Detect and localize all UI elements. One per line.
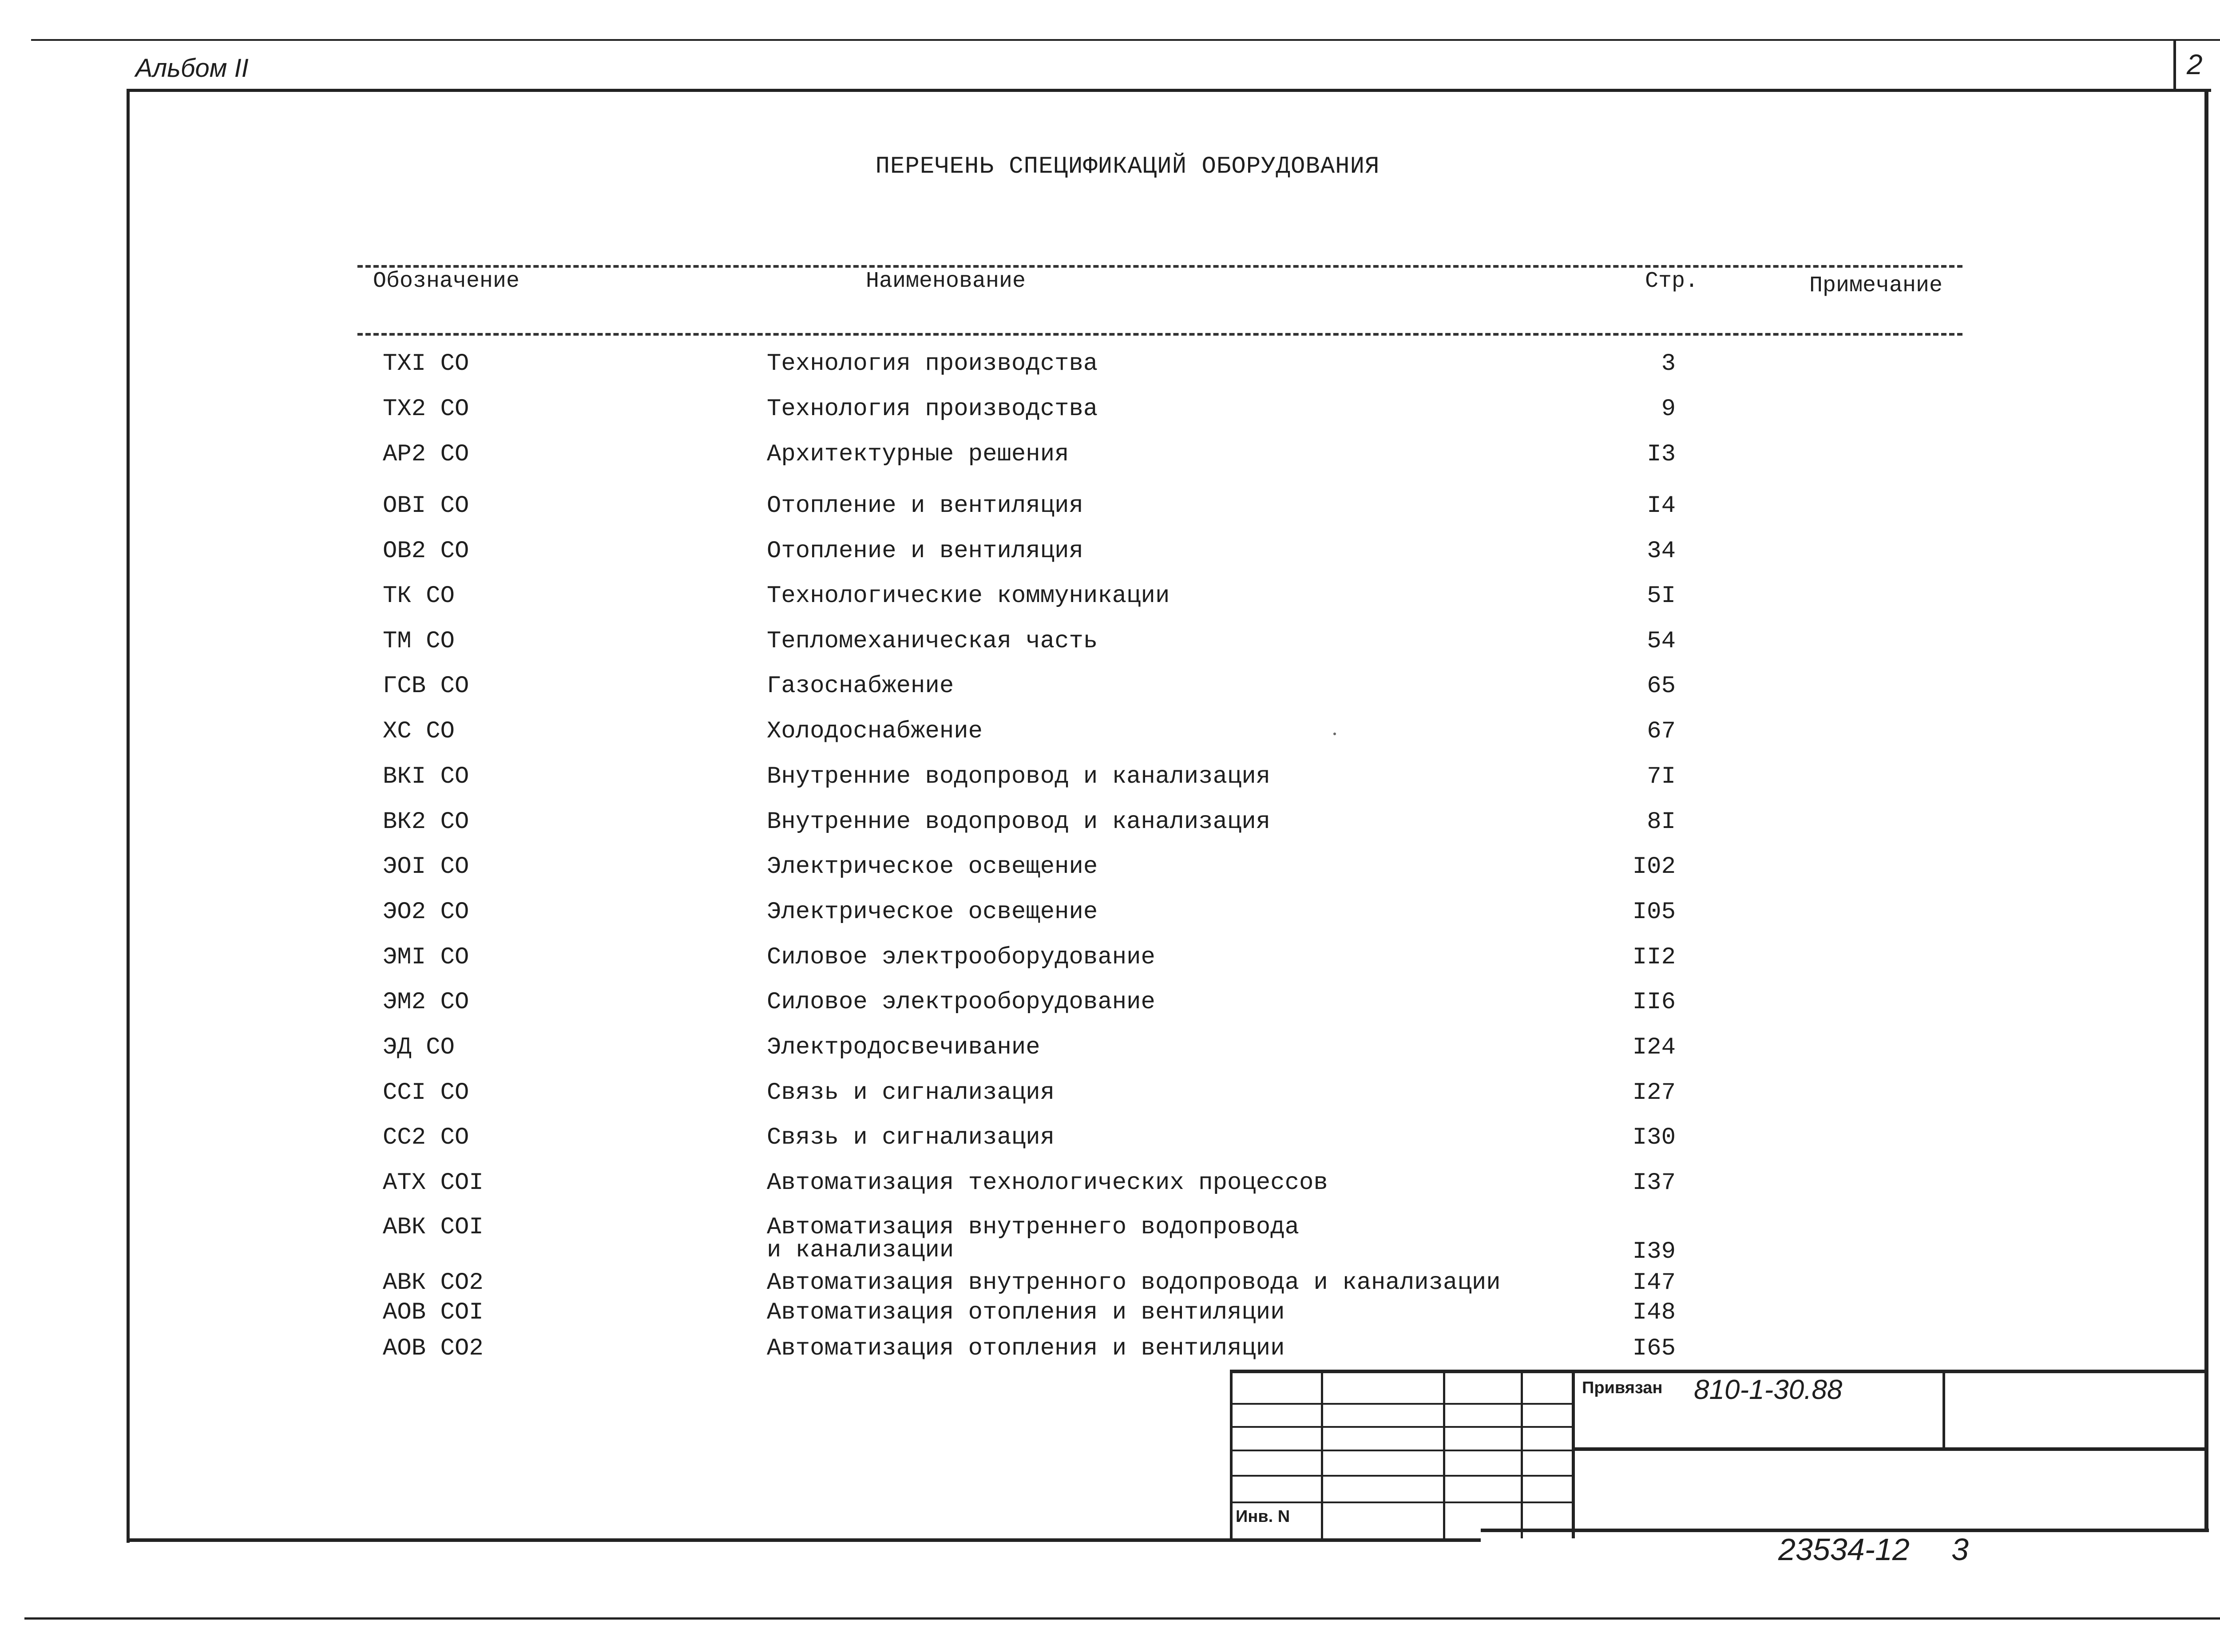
row-name: Силовое электрооборудование [767, 989, 1155, 1016]
stamp-row2 [1230, 1426, 1574, 1428]
row-name: Автоматизация отопления и вентиляции [767, 1335, 1285, 1362]
row-name: Автоматизация технологических процессов [767, 1169, 1328, 1196]
row-name: Электрическое освещение [767, 899, 1098, 926]
table-row [0, 1170, 2220, 1196]
column-header-name: Наименование [866, 269, 1026, 294]
stamp-row1 [1230, 1403, 1574, 1405]
privyazan-label: Привязан [1582, 1379, 1663, 1397]
row-page: I39 [1632, 1238, 1676, 1265]
table-row [0, 764, 2220, 790]
table-row [0, 1335, 2220, 1362]
table-row [0, 1270, 2220, 1296]
table-row [0, 351, 2220, 377]
table-row [0, 1299, 2220, 1326]
row-code: АВК СОI [383, 1214, 484, 1241]
row-code: ССI СО [383, 1079, 469, 1106]
row-name: Связь и сигнализация [767, 1124, 1055, 1151]
frame-bottom [127, 1538, 1481, 1542]
row-code: АТХ СОI [383, 1169, 484, 1196]
row-page: I3 [1647, 441, 1676, 468]
row-page: I47 [1632, 1269, 1676, 1296]
row-page: 7I [1647, 763, 1676, 790]
row-page: 9 [1661, 396, 1676, 423]
table-row [0, 628, 2220, 655]
stamp-row3 [1230, 1450, 1574, 1451]
row-page: 67 [1647, 718, 1676, 745]
row-page: 5I [1647, 582, 1676, 610]
table-row [0, 538, 2220, 565]
sheet-box-left [2173, 39, 2176, 92]
row-page: I48 [1632, 1299, 1676, 1326]
table-row [0, 944, 2220, 971]
row-code: ЭО2 СО [383, 899, 469, 926]
row-name: Архитектурные решения [767, 441, 1069, 468]
row-code: ТХI СО [383, 350, 469, 377]
stamp-col5 [1942, 1370, 1945, 1450]
inventory-label: Инв. N [1236, 1507, 1290, 1526]
row-name: Автоматизация внутренного водопровода и канализации [767, 1269, 1501, 1296]
row-page: I4 [1647, 492, 1676, 519]
table-row [0, 854, 2220, 880]
row-code: ТК СО [383, 582, 455, 610]
stamp-col2 [1443, 1370, 1445, 1538]
table-row [0, 899, 2220, 926]
row-page: I24 [1632, 1034, 1676, 1061]
row-code: ЭД СО [383, 1034, 455, 1061]
table-row [0, 493, 2220, 519]
row-code: ОВI СО [383, 492, 469, 519]
row-name: Технология производства [767, 350, 1098, 377]
table-row [0, 989, 2220, 1016]
row-code: ХС СО [383, 718, 455, 745]
row-code: ВКI СО [383, 763, 469, 790]
row-name: Связь и сигнализация [767, 1079, 1055, 1106]
row-name: Отопление и вентиляция [767, 538, 1083, 565]
stamp-left [1230, 1370, 1233, 1541]
stamp-row5 [1230, 1501, 1574, 1503]
row-page: 3 [1661, 350, 1676, 377]
row-page: I30 [1632, 1124, 1676, 1151]
row-name: Электрическое освещение [767, 853, 1098, 880]
row-code: ЭМ2 СО [383, 989, 469, 1016]
row-page: 34 [1647, 538, 1676, 565]
row-name: Автоматизация отопления и вентиляции [767, 1299, 1285, 1326]
column-header-page: Стр. [1645, 269, 1699, 294]
row-code: ТМ СО [383, 628, 455, 655]
table-row [0, 583, 2220, 610]
page-title: ПЕРЕЧЕНЬ СПЕЦИФИКАЦИЙ ОБОРУДОВАНИЯ [875, 153, 1380, 180]
bottom-outer-line [24, 1617, 2220, 1620]
row-code: СС2 СО [383, 1124, 469, 1151]
row-code: ВК2 СО [383, 808, 469, 836]
table-row [0, 673, 2220, 700]
row-page: I27 [1632, 1079, 1676, 1106]
table-row-continuation [0, 1237, 2220, 1264]
row-page: II6 [1632, 989, 1676, 1016]
table-row [0, 396, 2220, 423]
sheet-number: 2 [2187, 48, 2203, 80]
row-page: I05 [1632, 899, 1676, 926]
header-rule-bottom [357, 333, 1962, 336]
row-page: II2 [1632, 944, 1676, 971]
table-row [0, 1125, 2220, 1151]
table-row [0, 1080, 2220, 1106]
row-name: Технология производства [767, 396, 1098, 423]
row-name: Отопление и вентиляция [767, 492, 1083, 519]
stamp-mid [1572, 1447, 2207, 1451]
column-header-note: Примечание [1809, 273, 1943, 298]
table-row [0, 1214, 2220, 1241]
table-row [0, 441, 2220, 468]
row-code: АВК СО2 [383, 1269, 484, 1296]
row-code: АОВ СОI [383, 1299, 484, 1326]
row-page: 65 [1647, 673, 1676, 700]
row-code: АОВ СО2 [383, 1335, 484, 1362]
stamp-col1 [1321, 1370, 1323, 1538]
table-row [0, 809, 2220, 836]
album-label: Альбом II [135, 54, 249, 83]
row-page: 54 [1647, 628, 1676, 655]
row-code: ТХ2 СО [383, 396, 469, 423]
frame-top [127, 89, 2211, 92]
table-row [0, 718, 2220, 745]
page-number: 3 [1951, 1532, 1969, 1567]
top-outer-line [31, 39, 2220, 41]
row-page: I65 [1632, 1335, 1676, 1362]
row-page: I02 [1632, 853, 1676, 880]
row-name: Тепломеханическая часть [767, 628, 1098, 655]
project-number: 810-1-30.88 [1694, 1375, 1843, 1405]
stamp-col4 [1572, 1370, 1575, 1538]
row-name: Газоснабжение [767, 673, 954, 700]
row-name: Силовое электрооборудование [767, 944, 1155, 971]
row-name: Автоматизация внутреннего водопровода [767, 1214, 1299, 1241]
row-code: АР2 СО [383, 441, 469, 468]
row-name: Холодоснабжение [767, 718, 983, 745]
stamp-top [1230, 1370, 2207, 1373]
row-page: I37 [1632, 1169, 1676, 1196]
row-name: Электродосвечивание [767, 1034, 1040, 1061]
column-header-code: Обозначение [373, 269, 520, 294]
row-name-continuation: и канализации [767, 1237, 954, 1264]
stray-dot [1333, 733, 1336, 735]
table-row [0, 1034, 2220, 1061]
stamp-row4 [1230, 1475, 1574, 1477]
row-code: ЭМI СО [383, 944, 469, 971]
row-name: Внутренние водопровод и канализация [767, 763, 1271, 790]
row-code: ГСВ СО [383, 673, 469, 700]
row-code: ОВ2 СО [383, 538, 469, 565]
row-name: Технологические коммуникации [767, 582, 1170, 610]
document-number: 23534-12 [1778, 1532, 1910, 1567]
header-rule-top [357, 265, 1962, 268]
row-page: 8I [1647, 808, 1676, 836]
row-code: ЭОI СО [383, 853, 469, 880]
stamp-col3 [1521, 1370, 1523, 1538]
row-name: Внутренние водопровод и канализация [767, 808, 1271, 836]
